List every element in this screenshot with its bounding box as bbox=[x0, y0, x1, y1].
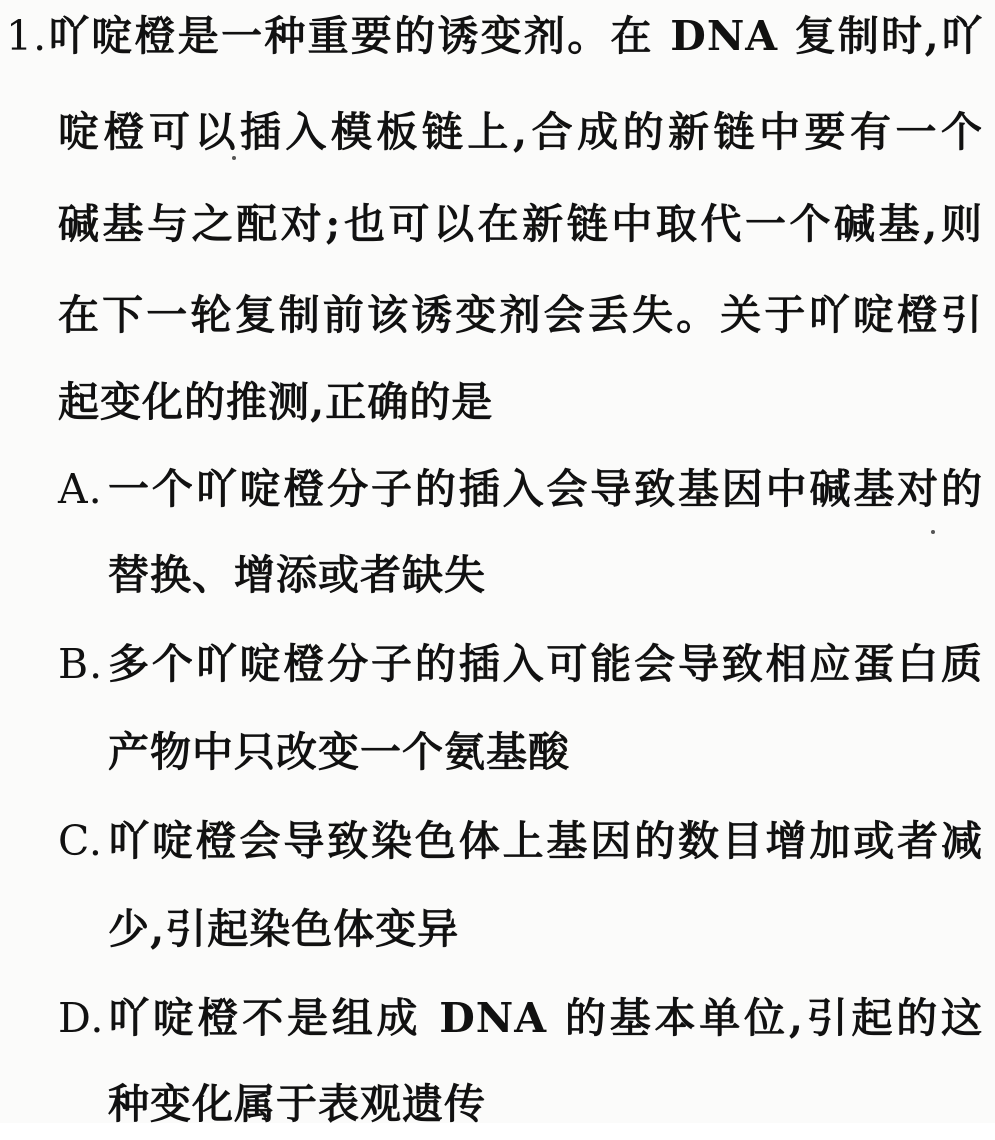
scan-speck bbox=[931, 530, 935, 534]
option-c-label: C. bbox=[58, 817, 103, 865]
stem-text-1: 吖啶橙是一种重要的诱变剂。在 DNA 复制时,吖 bbox=[48, 12, 983, 60]
stem-text-2: 啶橙可以插入模板链上,合成的新链中要有一个 bbox=[58, 108, 983, 156]
option-b-text-2: 产物中只改变一个氨基酸 bbox=[108, 728, 570, 776]
option-a-line-1 bbox=[0, 453, 995, 525]
option-a-text-2: 替换、增添或者缺失 bbox=[108, 551, 486, 599]
option-c-text-1: 吖啶橙会导致染色体上基因的数目增加或者减 bbox=[108, 817, 983, 865]
question-stem-line-3 bbox=[0, 188, 995, 260]
question-number: 1. bbox=[6, 12, 48, 60]
option-b-line-2 bbox=[0, 716, 995, 788]
option-d-label: D. bbox=[58, 994, 105, 1042]
question-stem-line-1 bbox=[0, 0, 995, 72]
stem-text-4: 在下一轮复制前该诱变剂会丢失。关于吖啶橙引 bbox=[58, 291, 983, 339]
option-b-label: B. bbox=[58, 640, 104, 688]
option-b-line-1 bbox=[0, 628, 995, 700]
question-stem-line-2 bbox=[0, 96, 995, 168]
option-a-line-2 bbox=[0, 539, 995, 611]
option-a-text-1: 一个吖啶橙分子的插入会导致基因中碱基对的 bbox=[108, 465, 983, 513]
option-c-line-2 bbox=[0, 893, 995, 965]
stem-text-3: 碱基与之配对;也可以在新链中取代一个碱基,则 bbox=[58, 200, 983, 248]
option-c-line-1 bbox=[0, 805, 995, 877]
option-b-text-1: 多个吖啶橙分子的插入可能会导致相应蛋白质 bbox=[108, 640, 983, 688]
option-d-text-2: 种变化属于表观遗传 bbox=[108, 1080, 486, 1128]
stem-text-5: 起变化的推测,正确的是 bbox=[58, 378, 494, 426]
option-d-text-1: 吖啶橙不是组成 DNA 的基本单位,引起的这 bbox=[108, 994, 983, 1042]
option-c-text-2: 少,引起染色体变异 bbox=[108, 905, 460, 953]
scan-speck bbox=[232, 156, 236, 160]
option-d-line-2 bbox=[0, 1068, 995, 1140]
question-stem-line-4 bbox=[0, 279, 995, 351]
question-stem-line-5 bbox=[0, 366, 995, 438]
option-d-line-1 bbox=[0, 982, 995, 1054]
option-a-label: A. bbox=[58, 465, 103, 513]
